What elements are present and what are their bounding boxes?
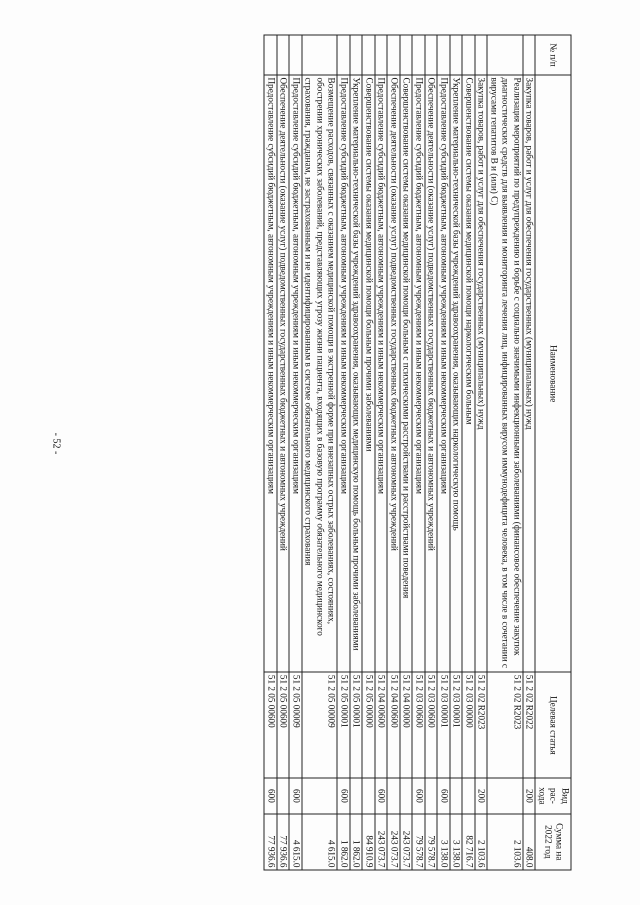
cell-vid: 600 [265,778,278,813]
cell-sum: 84 910.9 [363,814,376,870]
cell-name: Совершенствование системы оказания медицинской помощи больным с психическими расстройствами и расстройствами поведения [400,75,413,672]
cell-num [400,35,413,75]
cell-sum: 1 862.0 [350,814,363,870]
cell-vid: 200 [523,778,536,813]
cell-sum: 79 578.7 [425,814,438,870]
cell-vid: 200 [475,778,488,813]
cell-name: Укрепление материально-технической базы учреждений здравоохранения, оказывающих медицинскую помощь больным прочими заболеваниями [350,75,363,672]
cell-num [475,35,488,75]
cell-code: 51 2 03 00001 [450,672,463,778]
table-row [265,35,278,870]
cell-vid [450,778,463,813]
table-row [350,35,363,870]
cell-vid [350,778,363,813]
cell-num [388,35,401,75]
table-row [400,35,413,870]
cell-sum: 243 073.7 [400,814,413,870]
cell-num [523,35,536,75]
cell-sum: 82 716.7 [463,814,476,870]
table-row [388,35,401,870]
cell-code: 51 2 02 R2023 [475,672,488,778]
cell-sum: 243 073.7 [375,814,388,870]
table-row [425,35,438,870]
header-code: Целевая статья [536,672,572,778]
table-row [488,35,524,870]
cell-name: Совершенствование системы оказания медицинской помощи наркологическим больным [463,75,476,672]
table-row [463,35,476,870]
cell-sum: 4 615.0 [302,814,338,870]
cell-code: 51 2 05 00600 [277,672,290,778]
cell-num [488,35,524,75]
cell-num [350,35,363,75]
rotated-table-wrapper [69,35,572,871]
cell-num [463,35,476,75]
cell-name: Обеспечение деятельности (оказание услуг) подведомственных государственных бюджетных и автономных учреждений [388,75,401,672]
cell-vid: 600 [290,778,303,813]
table-header-row [536,35,572,870]
cell-num [450,35,463,75]
cell-vid [302,778,338,813]
table-body [265,35,536,870]
cell-name: Закупка товаров, работ и услуг для обеспечения государственных (муниципальных) нужд [523,75,536,672]
cell-code: 51 2 03 00001 [438,672,451,778]
cell-code: 51 2 05 00001 [338,672,351,778]
table-row [302,35,338,870]
cell-num [277,35,290,75]
cell-name: Предоставление субсидий бюджетным, автономным учреждениям и иным некоммерческим организациям [413,75,426,672]
cell-code: 51 2 02 R2022 [523,672,536,778]
table-row [438,35,451,870]
table-row [523,35,536,870]
cell-vid [388,778,401,813]
header-name: Наименование [536,75,572,672]
cell-code: 51 2 05 00000 [363,672,376,778]
cell-code: 51 2 03 00600 [413,672,426,778]
cell-vid [400,778,413,813]
table-row [475,35,488,870]
cell-vid [488,778,524,813]
table-row [375,35,388,870]
cell-name: Укрепление материально-технической базы учреждений здравоохранения, оказывающих наркологическую помощь [450,75,463,672]
table-row [338,35,351,870]
cell-sum: 1 862.0 [338,814,351,870]
cell-code: 51 2 04 00600 [388,672,401,778]
header-vid: Вид рас-хода [536,778,572,813]
cell-sum: 77 936.6 [277,814,290,870]
header-sum: Сумма на 2022 год [536,814,572,870]
cell-code: 51 2 05 00001 [350,672,363,778]
cell-name: Обеспечение деятельности (оказание услуг) подведомственных государственных бюджетных и автономных учреждений [277,75,290,672]
cell-code: 51 2 05 00600 [265,672,278,778]
cell-vid [463,778,476,813]
cell-vid: 600 [375,778,388,813]
table-row [413,35,426,870]
cell-code: 51 2 03 00000 [463,672,476,778]
cell-sum: 79 578.7 [413,814,426,870]
cell-sum: 3 138.0 [438,814,451,870]
cell-name: Реализация мероприятий по предупреждению и борьбе с социально значимыми инфекционными заболеваниями (финансовое обеспечение закупок диагностических средств для выявления и мониторинга лечения лиц, инфицированных вирусом иммунодефицита человека, в том числе в сочетании с вирусами гепатитов В и (или) С) [488,75,524,672]
cell-code: 51 2 04 00600 [375,672,388,778]
cell-num [290,35,303,75]
cell-name: Предоставление субсидий бюджетным, автономным учреждениям и иным некоммерческим организациям [338,75,351,672]
cell-num [413,35,426,75]
cell-code: 51 2 03 00600 [425,672,438,778]
cell-name: Предоставление субсидий бюджетным, автономным учреждениям и иным некоммерческим организациям [290,75,303,672]
cell-vid: 600 [413,778,426,813]
cell-vid [277,778,290,813]
cell-sum: 243 073.7 [388,814,401,870]
cell-sum: 77 936.6 [265,814,278,870]
page-number: - 52 - [50,432,62,455]
cell-num [425,35,438,75]
cell-vid [425,778,438,813]
cell-num [338,35,351,75]
cell-sum: 2 103.6 [475,814,488,870]
cell-sum: 3 138.0 [450,814,463,870]
budget-table [264,35,572,871]
cell-name: Предоставление субсидий бюджетным, автономным учреждениям и иным некоммерческим организациям [438,75,451,672]
cell-sum: 4 615.0 [290,814,303,870]
cell-vid [363,778,376,813]
cell-name: Обеспечение деятельности (оказание услуг) подведомственных государственных бюджетных и автономных учреждений [425,75,438,672]
cell-sum: 408.0 [523,814,536,870]
table-row [277,35,290,870]
cell-sum: 2 103.6 [488,814,524,870]
cell-code: 51 2 04 00000 [400,672,413,778]
cell-vid: 600 [338,778,351,813]
cell-code: 51 2 02 R2023 [488,672,524,778]
cell-num [302,35,338,75]
cell-num [438,35,451,75]
cell-name: Совершенствование системы оказания медицинской помощи больным прочими заболеваниями [363,75,376,672]
cell-vid: 600 [438,778,451,813]
table-row [290,35,303,870]
cell-name: Возмещение расходов, связанных с оказанием медицинской помощи в экстренной форме при внезапных острых заболеваниях, состояниях, обострении хронических заболеваний, представляющих угрозу жизни пациента, входящих в базовую программу обязательного медицинского страхования, гражданам, не застрахованным и не идентифицированным в системе обязательного медицинского страхования [302,75,338,672]
table-row [363,35,376,870]
cell-name: Предоставление субсидий бюджетным, автономным учреждениям и иным некоммерческим организациям [375,75,388,672]
cell-num [375,35,388,75]
cell-num [265,35,278,75]
cell-code: 51 2 05 00009 [302,672,338,778]
cell-code: 51 2 05 00009 [290,672,303,778]
table-row [450,35,463,870]
header-num: № п/п [536,35,572,75]
cell-name: Предоставление субсидий бюджетным, автономным учреждениям и иным некоммерческим организациям [265,75,278,672]
cell-num [363,35,376,75]
cell-name: Закупка товаров, работ и услуг для обеспечения государственных (муниципальных) нужд [475,75,488,672]
